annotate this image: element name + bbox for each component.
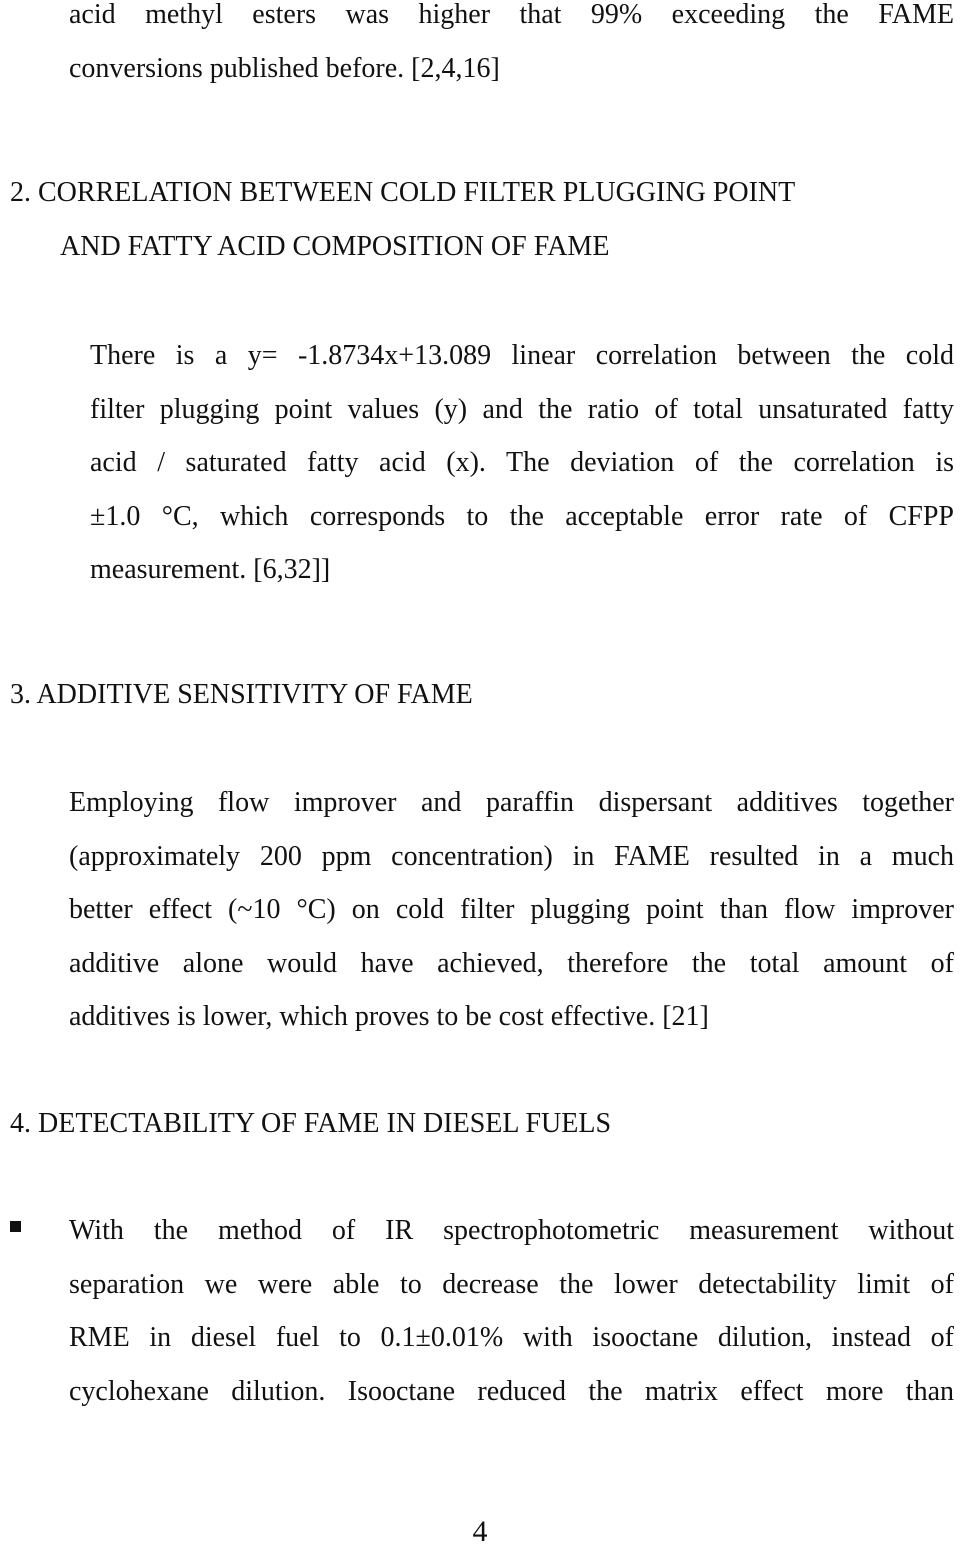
paragraph-line: ±1.0 °C, which corresponds to the acceptable error rate of CFPP [90, 500, 954, 532]
paragraph-line: (approximately 200 ppm concentration) in FAME resulted in a much [69, 840, 954, 872]
section-2-heading-continued [60, 220, 609, 274]
bullet-line: separation we were able to decrease the lower detectability limit of [69, 1268, 954, 1300]
section-3-paragraph [69, 776, 954, 1044]
paragraph-line: better effect (~10 °C) on cold filter plugging point than flow improver [69, 894, 954, 925]
paragraph-line: filter plugging point values (y) and the ratio of total unsaturated fatty [90, 393, 954, 425]
bullet-line: RME in diesel fuel to 0.1±0.01% with isooctane dilution, instead of [69, 1322, 954, 1353]
square-bullet-icon [10, 1221, 21, 1232]
bullet-line: cyclohexane dilution. Isooctane reduced the matrix effect more than [69, 1375, 954, 1407]
section-2-heading [10, 166, 795, 220]
bullet-line: With the method of IR spectrophotometric measurement without [69, 1215, 954, 1246]
section-4-heading-text: 4. DETECTABILITY OF FAME IN DIESEL FUELS [10, 1108, 612, 1139]
section-4-heading [10, 1097, 611, 1151]
section-2-paragraph [90, 329, 954, 597]
intro-line: acid methyl esters was higher that 99% exceeding the FAME [69, 0, 954, 30]
intro-line: conversions published before. [2,4,16] [69, 52, 500, 84]
paragraph-line: acid / saturated fatty acid (x). The deviation of the correlation is [90, 447, 954, 478]
paragraph-line: additives is lower, which proves to be cost effective. [21] [69, 1001, 709, 1032]
section-4-bullet-paragraph [69, 1204, 954, 1418]
section-2-heading-line-2: AND FATTY ACID COMPOSITION OF FAME [60, 231, 610, 262]
section-2-heading-line-1: 2. CORRELATION BETWEEN COLD FILTER PLUGGING POINT [10, 177, 796, 208]
paragraph-line: measurement. [6,32]] [90, 554, 331, 585]
section-3-heading [10, 668, 473, 722]
intro-paragraph [69, 0, 954, 95]
page-number: 4 [472, 1515, 488, 1548]
paragraph-line: additive alone would have achieved, therefore the total amount of [69, 947, 954, 979]
section-3-heading-text: 3. ADDITIVE SENSITIVITY OF FAME [10, 679, 473, 710]
paragraph-line: There is a y= -1.8734x+13.089 linear correlation between the cold [90, 340, 954, 371]
paragraph-line: Employing flow improver and paraffin dispersant additives together [69, 787, 954, 818]
